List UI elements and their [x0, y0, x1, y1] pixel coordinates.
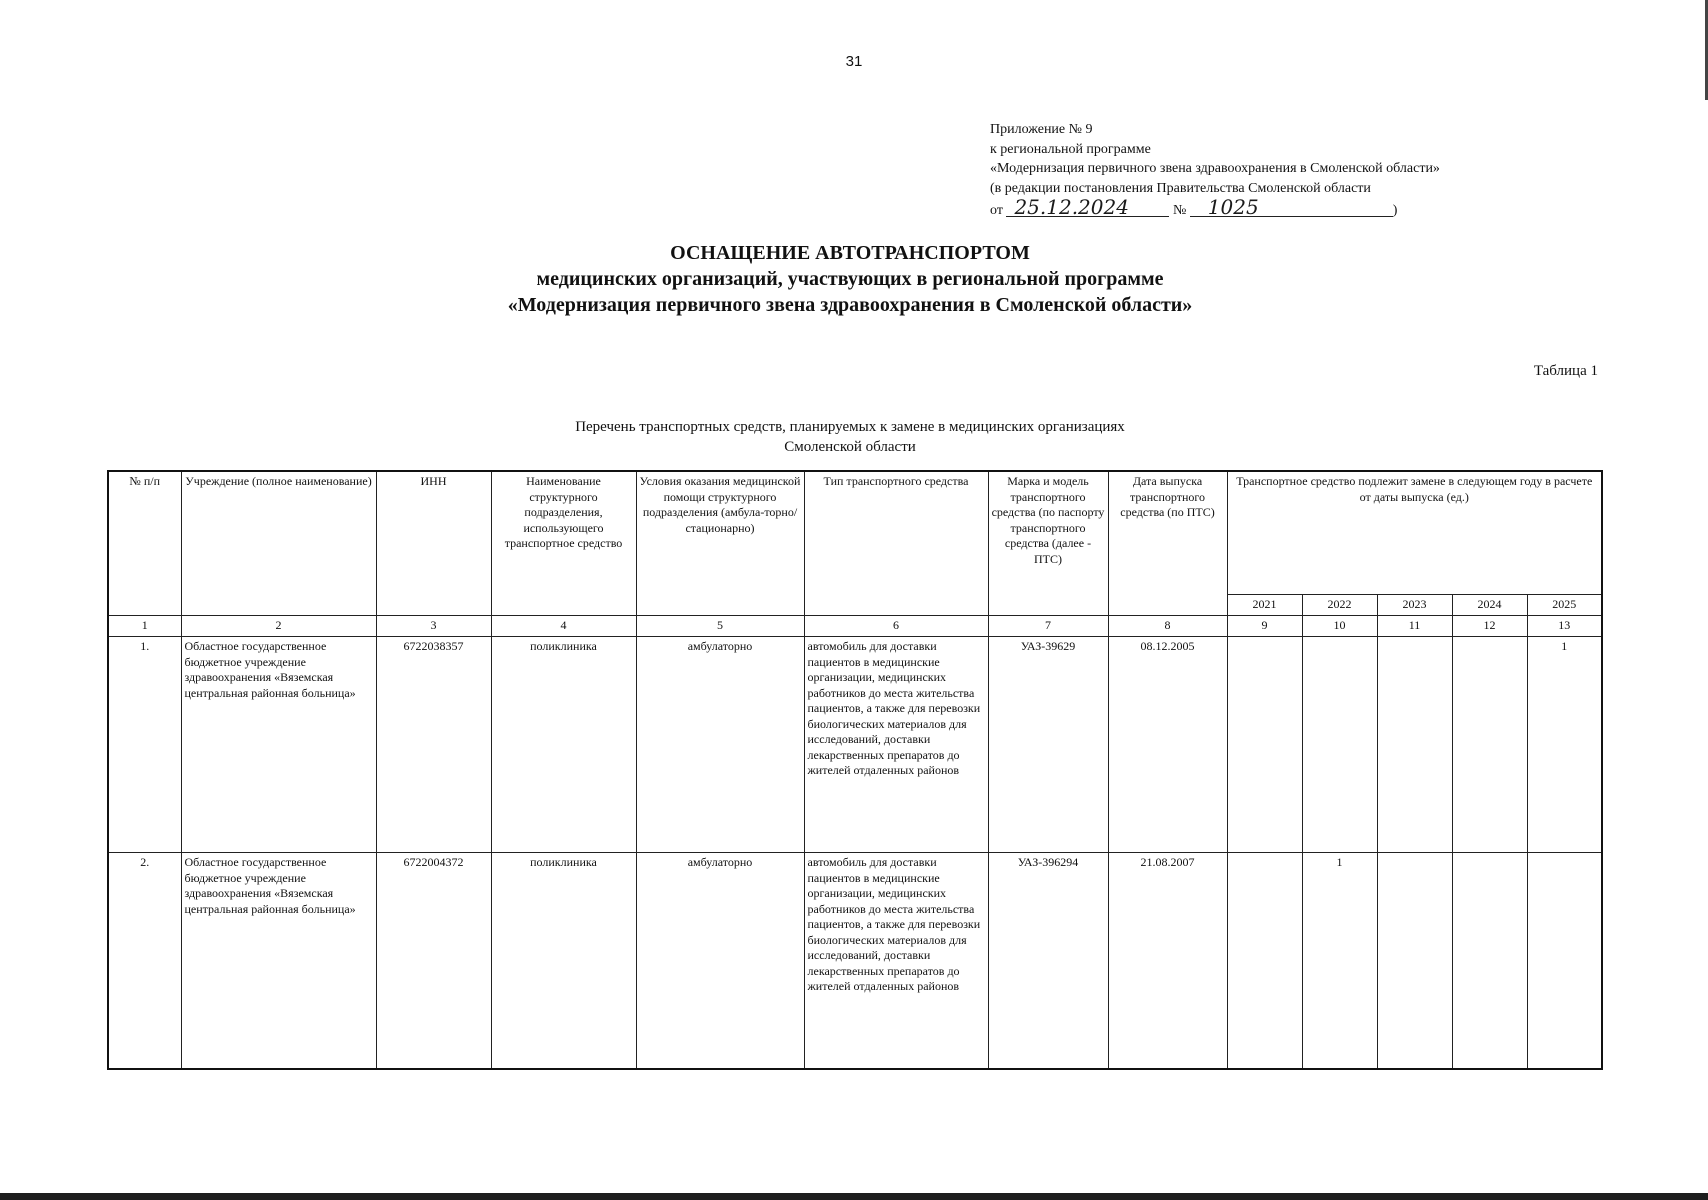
column-number: 4 [491, 616, 636, 637]
handwritten-date: 25.12.2024 [1006, 198, 1169, 217]
table-subtitle [0, 417, 1700, 457]
cell-issue-date: 21.08.2007 [1108, 853, 1227, 1070]
handwritten-number: 1025 [1190, 198, 1393, 217]
year-header: 2021 [1227, 595, 1302, 616]
page-number: 31 [845, 53, 863, 70]
number-label: № [1172, 203, 1187, 219]
table-subtitle-line-2: Смоленской области [784, 439, 916, 455]
header-num: № п/п [108, 471, 181, 616]
cell-year-2021 [1227, 637, 1302, 853]
cell-year-2025 [1527, 853, 1602, 1070]
main-title-line-2: медицинских организаций, участвующих в региональной программе [536, 268, 1164, 290]
cell-year-2024 [1452, 853, 1527, 1070]
vehicles-table [107, 470, 1603, 1070]
column-number: 9 [1227, 616, 1302, 637]
column-number: 2 [181, 616, 376, 637]
cell-year-2025: 1 [1527, 637, 1602, 853]
column-number: 13 [1527, 616, 1602, 637]
approval-line-3: «Модернизация первичного звена здравоохранения в Смоленской области» [990, 161, 1440, 177]
cell-institution: Областное государственное бюджетное учреждение здравоохранения «Вяземская центральная районная больница» [181, 637, 376, 853]
cell-num: 2. [108, 853, 181, 1070]
header-vehicle-type: Тип транспортного средства [804, 471, 988, 616]
column-number: 6 [804, 616, 988, 637]
cell-num: 1. [108, 637, 181, 853]
table-row [108, 637, 1602, 853]
approval-line-1: Приложение № 9 [990, 122, 1093, 137]
column-number: 12 [1452, 616, 1527, 637]
cell-institution: Областное государственное бюджетное учреждение здравоохранения «Вяземская центральная районная больница» [181, 853, 376, 1070]
year-header: 2022 [1302, 595, 1377, 616]
closing-paren: ) [1392, 203, 1398, 219]
table-row [108, 853, 1602, 1070]
column-number: 3 [376, 616, 491, 637]
year-header: 2025 [1527, 595, 1602, 616]
year-header: 2023 [1377, 595, 1452, 616]
cell-vehicle-type: автомобиль для доставки пациентов в медицинские организации, медицинских работников до места жительства пациентов, а также для перевозки биологических материалов для исследований, доставки лекарственных препаратов до жителей отдаленных районов [804, 637, 988, 853]
cell-inn: 6722038357 [376, 637, 491, 853]
column-number: 5 [636, 616, 804, 637]
cell-inn: 6722004372 [376, 853, 491, 1070]
column-number: 8 [1108, 616, 1227, 637]
cell-model: УАЗ-396294 [988, 853, 1108, 1070]
approval-line-2: к региональной программе [990, 141, 1151, 157]
cell-conditions: амбулаторно [636, 637, 804, 853]
year-header: 2024 [1452, 595, 1527, 616]
cell-unit: поликлиника [491, 637, 636, 853]
cell-conditions: амбулаторно [636, 853, 804, 1070]
cell-unit: поликлиника [491, 853, 636, 1070]
column-number: 7 [988, 616, 1108, 637]
scan-bottom-edge [0, 1193, 1708, 1200]
approval-line-4: (в редакции постановления Правительства Смоленской области [990, 180, 1371, 196]
cell-vehicle-type: автомобиль для доставки пациентов в медицинские организации, медицинских работников до места жительства пациентов, а также для перевозки биологических материалов для исследований, доставки лекарственных препаратов до жителей отдаленных районов [804, 853, 988, 1070]
column-number: 1 [108, 616, 181, 637]
header-model: Марка и модель транспортного средства (по паспорту транспортного средства (далее - ПТС) [988, 471, 1108, 616]
cell-year-2021 [1227, 853, 1302, 1070]
main-title-line-3: «Модернизация первичного звена здравоохранения в Смоленской области» [507, 294, 1193, 316]
main-title-line-1: ОСНАЩЕНИЕ АВТОТРАНСПОРТОМ [670, 242, 1030, 264]
header-institution: Учреждение (полное наименование) [181, 471, 376, 616]
cell-year-2024 [1452, 637, 1527, 853]
cell-year-2023 [1377, 637, 1452, 853]
table-caption: Таблица 1 [1533, 363, 1598, 379]
header-conditions: Условия оказания медицинской помощи структурного подразделения (амбула-торно/стационарно) [636, 471, 804, 616]
table-header-row [108, 471, 1602, 595]
column-number: 10 [1302, 616, 1377, 637]
cell-issue-date: 08.12.2005 [1108, 637, 1227, 853]
cell-model: УАЗ-39629 [988, 637, 1108, 853]
header-inn: ИНН [376, 471, 491, 616]
cell-year-2023 [1377, 853, 1452, 1070]
main-title [0, 240, 1700, 318]
column-numbers-row [108, 616, 1602, 637]
table-subtitle-line-1: Перечень транспортных средств, планируемых к замене в медицинских организациях [575, 419, 1125, 435]
header-unit: Наименование структурного подразделения, использующего транспортное средство [491, 471, 636, 616]
approval-block [990, 120, 1440, 221]
header-issue-date: Дата выпуска транспортного средства (по ПТС) [1108, 471, 1227, 616]
header-replacement-year: Транспортное средство подлежит замене в следующем году в расчете от даты выпуска (ед.) [1227, 471, 1602, 595]
column-number: 11 [1377, 616, 1452, 637]
cell-year-2022: 1 [1302, 853, 1377, 1070]
cell-year-2022 [1302, 637, 1377, 853]
approval-line-5 [990, 195, 1440, 221]
from-label: от [990, 203, 1003, 219]
